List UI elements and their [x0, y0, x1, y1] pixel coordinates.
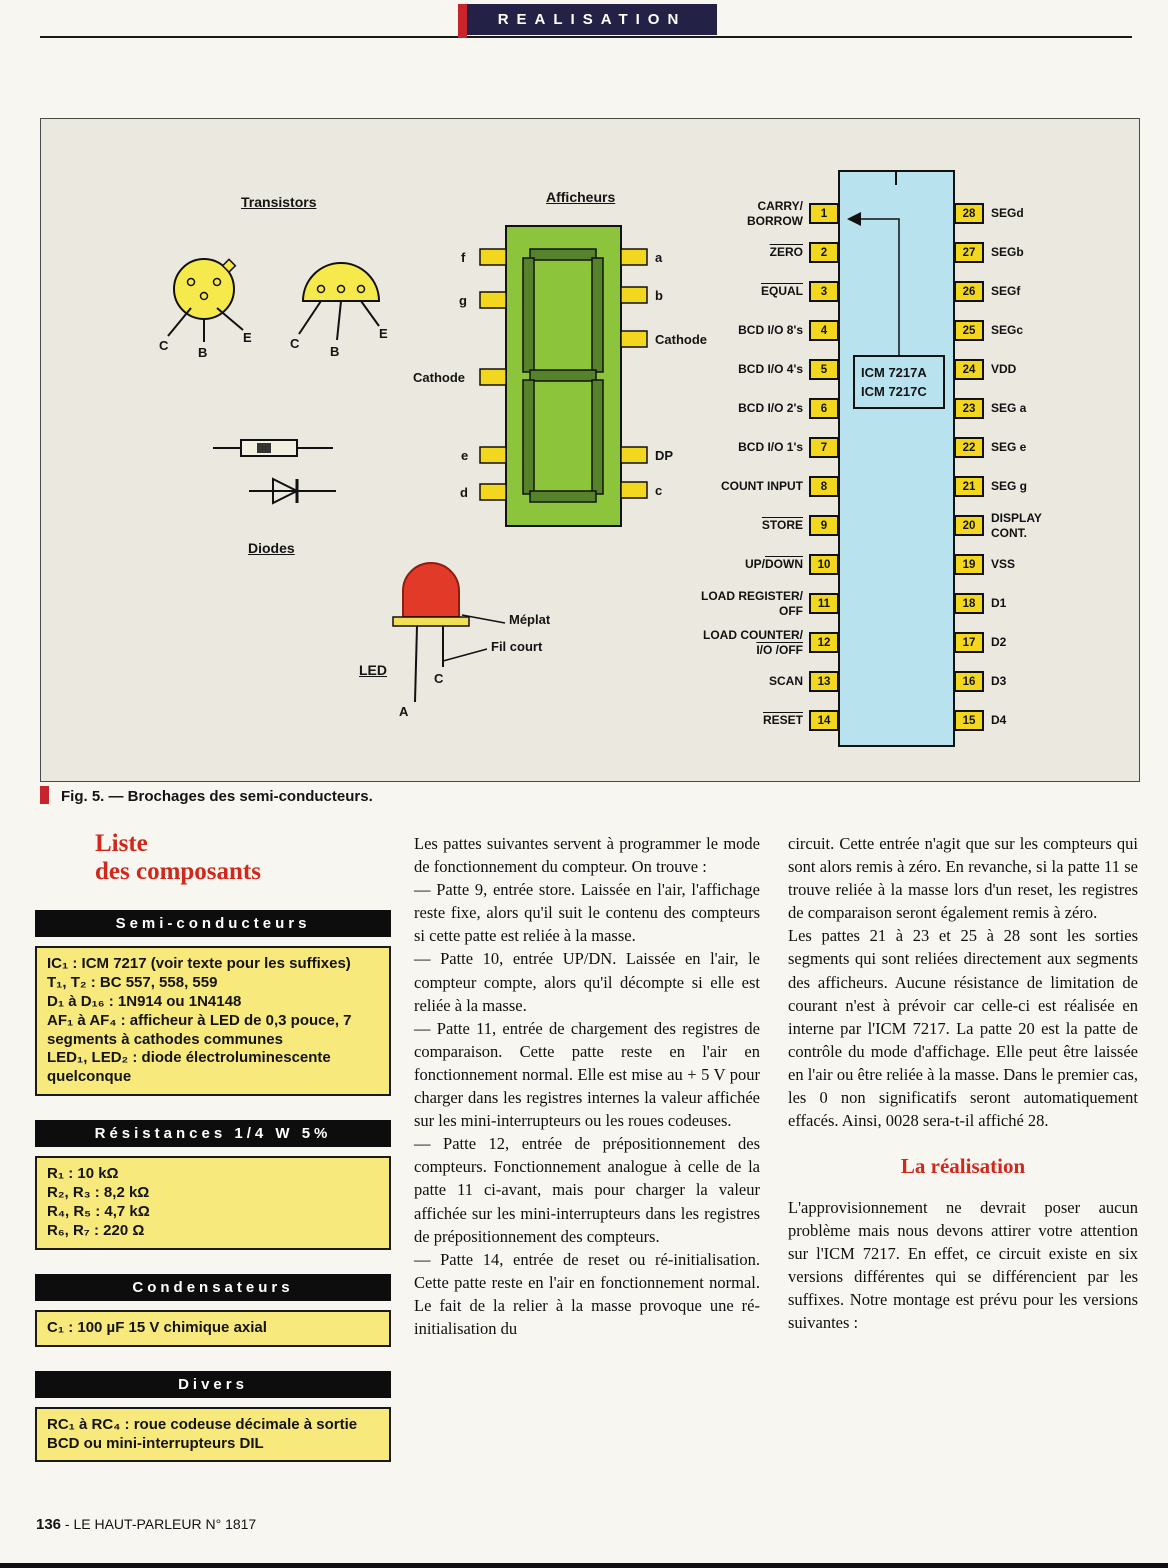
- led-anode-label: A: [399, 704, 409, 719]
- pin-label: D3: [991, 674, 1007, 689]
- display-pin-dp: DP: [655, 448, 674, 463]
- led-meplat-label: Méplat: [509, 612, 551, 627]
- pin-number: 3: [809, 281, 839, 302]
- ic-pin-6: [586, 389, 839, 428]
- banner-red-bar: [458, 4, 467, 38]
- article-paragraph: L'approvisionnement ne devrait poser aucun problème mais nous devons attirer votre attention sur l'ICM 7217. En effet, ce circuit existe en six versions différentes qui se différencient par les suffixes. Notre montage est prévu pour les versions suivantes :: [788, 1197, 1138, 1333]
- footer-text: - LE HAUT-PARLEUR N° 1817: [61, 1516, 257, 1532]
- ic-pins-left: [586, 194, 839, 740]
- article-paragraph: Les pattes 21 à 23 et 25 à 28 sont les sorties segments qui sont reliées directement aux segments des afficheurs. Aucune résistance de limitation de courant n'est à prévoir car celle-ci est réalisée en interne par l'ICM 7217. La patte 20 est la patte de contrôle du mode d'affichage. Elle peut être laissée en l'air ou être reliée à la masse. Dans le premier cas, les 0 non significatifs seront automatiquement effacés. Ainsi, 0028 sera-t-il affiché 28.: [788, 926, 1138, 1131]
- component-line: T₁, T₂ : BC 557, 558, 559: [47, 973, 218, 991]
- section-heading-la-realisation: La réalisation: [900, 1154, 1026, 1179]
- display-pin-d: d: [460, 485, 468, 500]
- pin-label: D1: [991, 596, 1007, 611]
- pin-number: 26: [954, 281, 984, 302]
- bottom-rule: [0, 1563, 1168, 1568]
- pin-label: EQUAL: [761, 284, 803, 299]
- transistor1-pin-e: E: [243, 330, 252, 345]
- ic-name-c: ICM 7217C: [861, 384, 927, 399]
- pin-label: D2: [991, 635, 1007, 650]
- pin-label: [991, 511, 1042, 539]
- pin-label: SEGb: [991, 245, 1024, 260]
- box-resistances: [35, 1156, 391, 1250]
- pin-label: BCD I/O 1's: [738, 440, 803, 455]
- pin-label-line2: CONT.: [991, 525, 1027, 540]
- led-cathode-label: C: [434, 671, 444, 686]
- pin-number: 25: [954, 320, 984, 341]
- figure-caption: [40, 786, 373, 805]
- pin-number: 6: [809, 398, 839, 419]
- article-paragraph: — Patte 12, entrée de prépositionnement des compteurs. Fonctionnement analogue à celle de la patte 11 ci-avant, mais pour charger la valeur affichée sur les mini-interrupteurs dans les registres de prépositionnement des compteurs.: [414, 1134, 760, 1246]
- pin-label: SEG e: [991, 440, 1027, 455]
- pin-label: D4: [991, 713, 1007, 728]
- ic-pin-3: [586, 272, 839, 311]
- pin-number: 5: [809, 359, 839, 380]
- pin-number: 13: [809, 671, 839, 692]
- box-divers: [35, 1407, 391, 1463]
- article-paragraph: — Patte 11, entrée de chargement des registres de comparaison. Cette patte reste en l'air en fonctionnement normal. Elle est mise au + 5 V pour charger dans les registres internes la valeur affichée sur les mini-interrupteurs ou les roues codeuses.: [414, 1018, 760, 1131]
- pin-number: 27: [954, 242, 984, 263]
- box-condensateurs: [35, 1310, 391, 1347]
- pin-label-line2: I/O /OFF: [756, 642, 803, 657]
- pin-number: 2: [809, 242, 839, 263]
- transistor1-pin-c: C: [159, 338, 169, 353]
- components-title-line2: des composants: [95, 858, 261, 885]
- ic-pin-11: [586, 584, 839, 623]
- pin-number: 22: [954, 437, 984, 458]
- pin-number: 8: [809, 476, 839, 497]
- banner-label: Condensateurs: [132, 1278, 294, 1296]
- component-line: R₁ : 10 kΩ: [47, 1165, 119, 1183]
- transistor1-pin-b: B: [198, 345, 208, 360]
- component-line: IC₁ : ICM 7217 (voir texte pour les suffixes): [47, 955, 351, 972]
- pin-number: 12: [809, 632, 839, 653]
- article-paragraph: — Patte 14, entrée de reset ou ré-initialisation. Cette patte reste en l'air en fonctionnement normal. Le fait de la relier à la masse provoque une ré-initialisation du: [414, 1249, 760, 1338]
- pin-label: SEG a: [991, 401, 1027, 416]
- component-line: LED₁, LED₂ : diode électroluminescente quelconque: [47, 1049, 331, 1086]
- article-paragraph: — Patte 10, entrée UP/DN. Laissée en l'air, le compteur compte, alors qu'il décompte si elle est reliée à la masse.: [414, 949, 760, 1015]
- pin-number: 16: [954, 671, 984, 692]
- pin-number: 21: [954, 476, 984, 497]
- pin-label-part1: UP/: [744, 557, 765, 572]
- pin-label: BCD I/O 2's: [738, 401, 803, 416]
- component-line: AF₁ à AF₄ : afficheur à LED de 0,3 pouce, 7 segments à cathodes communes: [47, 1011, 352, 1048]
- pin-number: 10: [809, 554, 839, 575]
- ic-pin-1: [586, 194, 839, 233]
- led-title: LED: [359, 662, 387, 678]
- article-paragraph: circuit. Cette entrée n'agit que sur les compteurs qui sont alors remis à zéro. En revanche, si la patte 11 se trouve reliée à la masse lors d'un reset, les registres de comparaison seront également remis à zéro.: [788, 834, 1138, 923]
- pin-label: [703, 628, 803, 656]
- ic-pin-16: [954, 662, 1134, 701]
- banner-label: Divers: [178, 1375, 248, 1393]
- pin-number: 17: [954, 632, 984, 653]
- transistors-title: Transistors: [241, 194, 317, 210]
- banner-divers: [35, 1371, 391, 1398]
- pin-number: 18: [954, 593, 984, 614]
- transistor2-pin-c: C: [290, 336, 300, 351]
- banner-label: Résistances 1/4 W 5%: [94, 1125, 332, 1143]
- section-banner: [467, 4, 717, 35]
- component-line: RC₁ à RC₄ : roue codeuse décimale à sortie BCD ou mini-interrupteurs DIL: [47, 1415, 358, 1452]
- pin-number: 28: [954, 203, 984, 224]
- pin-label-line1: LOAD COUNTER/: [703, 628, 803, 643]
- pin-label: SEGd: [991, 206, 1024, 221]
- component-line: R₆, R₇ : 220 Ω: [47, 1221, 145, 1239]
- ic-pin-10: [586, 545, 839, 584]
- components-title: [95, 830, 391, 886]
- pin-number: 20: [954, 515, 984, 536]
- ic-pin-9: [586, 506, 839, 545]
- pin-label: SEG g: [991, 479, 1028, 494]
- pin-label-line2: BORROW: [747, 213, 803, 228]
- display-pin-e: e: [461, 448, 469, 463]
- display-pin-f: f: [461, 250, 466, 265]
- ic-pin-24: [954, 350, 1134, 389]
- component-line: R₂, R₃ : 8,2 kΩ: [47, 1184, 150, 1202]
- display-pin-a: a: [655, 250, 663, 265]
- pin-label: COUNT INPUT: [721, 479, 803, 494]
- section-banner-label: REALISATION: [497, 11, 687, 28]
- components-title-line1: Liste: [95, 830, 148, 857]
- box-semi-conducteurs: [35, 946, 391, 1096]
- component-line: R₄, R₅ : 4,7 kΩ: [47, 1203, 150, 1221]
- ic-pin-2: [586, 233, 839, 272]
- caption-bullet: [40, 786, 49, 804]
- banner-label: Semi-conducteurs: [115, 915, 311, 932]
- diodes-title: Diodes: [248, 540, 295, 556]
- display-pin-b: b: [655, 288, 663, 303]
- pin-number: 11: [809, 593, 839, 614]
- pin-number: 7: [809, 437, 839, 458]
- ic-pin-4: [586, 311, 839, 350]
- ic-name-a: ICM 7217A: [861, 365, 927, 380]
- ic-pin-12: [586, 623, 839, 662]
- figure-brochages: [40, 118, 1140, 782]
- pin-number: 4: [809, 320, 839, 341]
- banner-condensateurs: [35, 1274, 391, 1301]
- pin-label: RESET: [762, 713, 803, 728]
- pin-number: 23: [954, 398, 984, 419]
- component-line: C₁ : 100 µF 15 V chimique axial: [47, 1318, 267, 1336]
- article-paragraph: — Patte 9, entrée store. Laissée en l'air, l'affichage reste fixe, alors qu'il suit le contenu des compteurs si cette patte est reliée à la masse.: [414, 880, 760, 946]
- ic-pin-14: [586, 701, 839, 740]
- page-number: 136: [36, 1516, 62, 1533]
- component-line: D₁ à D₁₆ : 1N914 ou 1N4148: [47, 992, 242, 1010]
- pin-label: BCD I/O 4's: [738, 362, 803, 377]
- ic-name-box: [853, 355, 945, 409]
- pin-number: 9: [809, 515, 839, 536]
- pin-label: [745, 557, 803, 571]
- pin-number: 24: [954, 359, 984, 380]
- display-cathode-right: Cathode: [655, 332, 707, 347]
- transistor2-pin-b: B: [330, 344, 340, 359]
- pin-label: VDD: [991, 362, 1017, 377]
- pin-label-line1: LOAD REGISTER/: [700, 589, 803, 604]
- pin-number: 19: [954, 554, 984, 575]
- article-column-middle: [414, 832, 760, 1340]
- pin-number: 15: [954, 710, 984, 731]
- ic-pin-17: [954, 623, 1134, 662]
- ic-pin-5: [586, 350, 839, 389]
- ic-pin-23: [954, 389, 1134, 428]
- pin-label: SEGf: [991, 284, 1021, 299]
- pin-label: SEGc: [991, 323, 1024, 338]
- pin-label: ZERO: [769, 245, 803, 260]
- pin-label-line1: CARRY/: [757, 199, 803, 214]
- ic-pin-7: [586, 428, 839, 467]
- caption-text: Fig. 5. — Brochages des semi-conducteurs.: [61, 788, 373, 805]
- page-footer: [36, 1516, 256, 1533]
- ic-pin-20: [954, 506, 1134, 545]
- article-paragraph: Les pattes suivantes servent à programmer le mode de fonctionnement du compteur. On trouve :: [414, 834, 760, 877]
- components-column: [35, 830, 391, 1462]
- pin-label: VSS: [991, 557, 1016, 572]
- led-fil-court-label: Fil court: [491, 639, 543, 654]
- ic-pin-26: [954, 272, 1134, 311]
- pin-label-line2: OFF: [779, 603, 803, 618]
- pin-label: STORE: [761, 518, 803, 533]
- ic-pin-15: [954, 701, 1134, 740]
- banner-resistances: [35, 1120, 391, 1147]
- transistor2-pin-e: E: [379, 326, 388, 341]
- ic-pin-22: [954, 428, 1134, 467]
- pin-label-part2: DOWN: [765, 557, 803, 572]
- pin-label-line1: DISPLAY: [991, 511, 1042, 526]
- pin-label: BCD I/O 8's: [738, 323, 803, 338]
- article-column-right: [788, 832, 1138, 1334]
- ic-pin-18: [954, 584, 1134, 623]
- ic-pin-19: [954, 545, 1134, 584]
- display-pin-c: c: [655, 483, 663, 498]
- ic-pin-13: [586, 662, 839, 701]
- afficheurs-title: Afficheurs: [546, 189, 616, 205]
- pin-label: [747, 199, 803, 227]
- pin-label: SCAN: [768, 674, 803, 689]
- display-cathode-left: Cathode: [413, 370, 465, 385]
- ic-pin-28: [954, 194, 1134, 233]
- display-pin-g: g: [459, 293, 467, 308]
- top-rule: [40, 36, 1132, 38]
- ic-pin-25: [954, 311, 1134, 350]
- ic-pin-8: [586, 467, 839, 506]
- ic-pins-right: [954, 194, 1134, 740]
- pin-number: 14: [809, 710, 839, 731]
- ic-pin-27: [954, 233, 1134, 272]
- banner-semi-conducteurs: [35, 910, 391, 937]
- pin-number: 1: [809, 203, 839, 224]
- ic-pin-21: [954, 467, 1134, 506]
- pin-label: [701, 589, 803, 617]
